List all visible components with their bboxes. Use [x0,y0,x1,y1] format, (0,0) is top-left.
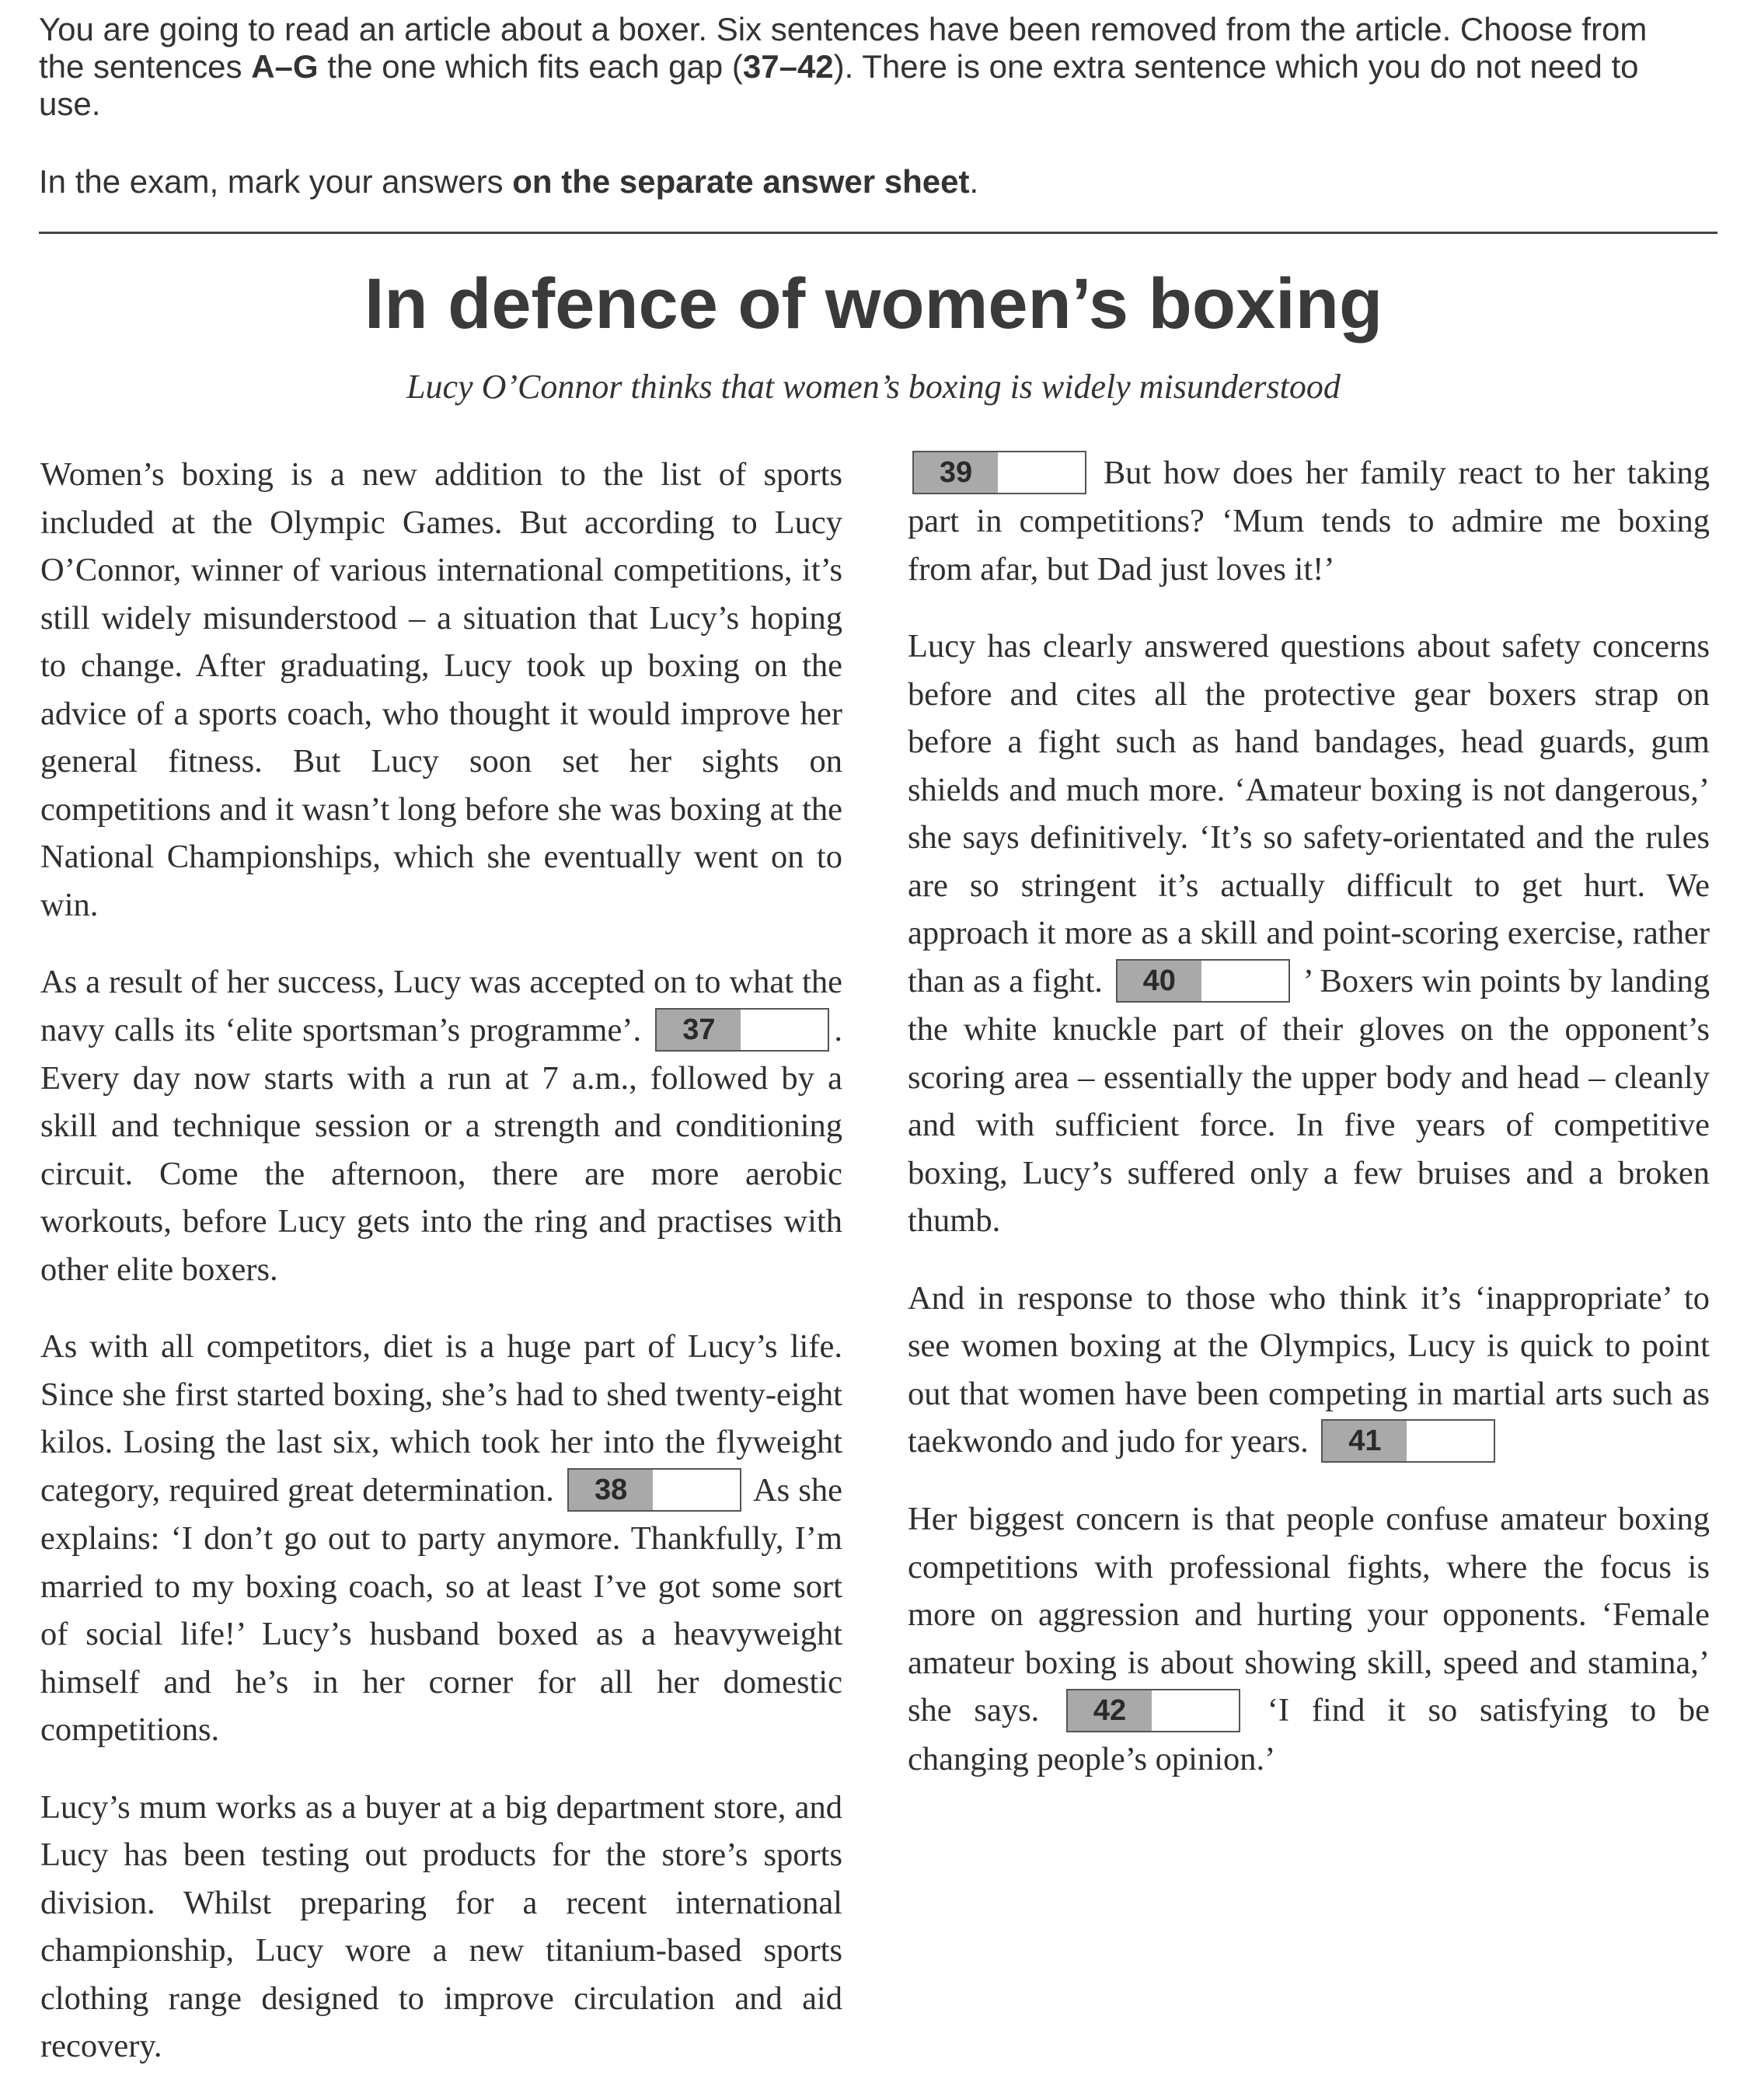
paragraph-text: As a result of her success, Lucy was accepted on to what the navy calls its ‘elite sportsman’s programme’. [40,964,842,1048]
instructions-line-1 [39,11,1686,123]
instructions-text: ). There is one extra sentence which you do not need to use. [39,48,1639,122]
instructions-text: the one which fits each gap ( [318,48,743,85]
article-column-left [40,451,842,2100]
instructions-bold-answer-sheet: on the separate answer sheet [512,163,970,200]
gap-38-answer-box[interactable] [567,1468,741,1512]
gap-39-answer-box[interactable] [912,451,1086,494]
gap-blank[interactable] [1407,1421,1494,1461]
gap-blank[interactable] [741,1010,828,1050]
paragraph-text: ’ Boxers win points by landing the white knuckle part of their gloves on the opponent’s scoring area – essentially the upper body and head – cleanly and with sufficient force. In five years of competitive boxing, Lucy’s suffered only a few bruises and a broken thumb. [908,962,1710,1239]
gap-blank[interactable] [1201,961,1288,1001]
gap-blank[interactable] [1152,1690,1239,1731]
paragraph-text: . Every day now starts with a run at 7 a.m., followed by a skill and technique session or a strength and conditioning circuit. Come the afternoon, there are more aerobic workouts, before Lucy gets into the ring and practises with other elite boxers. [40,1011,842,1288]
paragraph-text: Her biggest concern is that people confuse amateur boxing competitions with professional fights, where the focus is more on aggression and hurting your opponents. ‘Female amateur boxing is about showing skill, speed and stamina,’ she says. [908,1501,1710,1729]
paragraph-4-end [908,449,1710,593]
instructions-bold-gaps: 37–42 [742,48,834,85]
paragraph-2 [40,958,842,1293]
paragraph-text: Lucy has clearly answered questions about safety concerns before and cites all the protective gear boxers strap on before a fight such as hand bandages, head guards, gum shields and much more. ‘Amateur boxing is not dangerous,’ she says definitively. ‘It’s so safety-orientated and the rules are so stringent it’s actually difficult to get hurt. We approach it more as a skill and point-scoring exercise, rather than as a fight. [908,628,1710,999]
article-subtitle: Lucy O’Connor thinks that women’s boxing is widely misunderstood [406,368,1341,406]
gap-number: 40 [1118,961,1201,1001]
gap-number: 37 [657,1010,741,1050]
gap-blank[interactable] [653,1470,740,1510]
paragraph-text: But how does her family react to her taking part in competitions? ‘Mum tends to admire me boxing from afar, but Dad just loves it!’ [908,455,1710,588]
paragraph-7 [908,1495,1710,1783]
instructions-text: . [969,163,979,200]
paragraph-1: Women’s boxing is a new addition to the list of sports included at the Olympic Games. But according to Lucy O’Connor, winner of various international competitions, it’s still widely misunderstood – a situation that Lucy’s hoping to change. After graduating, Lucy took up boxing on the advice of a sports coach, who thought it would improve her general fitness. But Lucy soon set her sights on competitions and it wasn’t long before she was boxing at the National Championships, which she eventually went on to win. [40,456,842,923]
article-column-right [908,449,1710,1812]
instructions-bold-range: A–G [251,48,319,85]
paragraph-6 [908,1275,1710,1467]
gap-41-answer-box[interactable] [1321,1419,1495,1463]
paragraph-5 [908,623,1710,1244]
instructions-text: You are going to read an article about a boxer. Six sentences have been removed from the article. Choose from the sentences [39,11,1648,85]
gap-blank[interactable] [998,452,1085,493]
gap-number: 41 [1323,1421,1407,1461]
gap-number: 38 [569,1470,653,1510]
paragraph-3 [40,1323,842,1753]
paragraph-text: And in response to those who think it’s ‘inappropriate’ to see women boxing at the Olympics, Lucy is quick to point out that women have been competing in martial arts such as taekwondo and judo for years. [908,1279,1710,1460]
paragraph-text: As with all competitors, diet is a huge part of Lucy’s life. Since she first started boxing, she’s had to shed twenty-eight kilos. Losing the last six, which took her into the flyweight category, required great determination. [40,1328,842,1509]
horizontal-divider [39,232,1717,234]
paragraph-text: ‘I find it so satisfying to be changing people’s opinion.’ [908,1692,1710,1777]
task-instructions [39,11,1686,201]
gap-40-answer-box[interactable] [1116,959,1290,1003]
gap-37-answer-box[interactable] [655,1008,829,1052]
paragraph-4-start: Lucy’s mum works as a buyer at a big department store, and Lucy has been testing out products for the store’s sports division. Whilst preparing for a recent international championship, Lucy wore a new titanium-based sports clothing range designed to improve circulation and aid recovery. [40,1788,842,2064]
article-title: In defence of women’s boxing [364,264,1383,344]
instructions-line-2 [39,163,1686,201]
paragraph-text: As she explains: ‘I don’t go out to party anymore. Thankfully, I’m married to my boxing coach, so at least I’ve got some sort of social life!’ Lucy’s husband boxed as a heavyweight himself and he’s in her corner for all her domestic competitions. [40,1471,843,1748]
gap-number: 39 [914,452,998,493]
gap-number: 42 [1068,1690,1152,1731]
instructions-text: In the exam, mark your answers [39,163,513,200]
gap-42-answer-box[interactable] [1066,1689,1240,1732]
